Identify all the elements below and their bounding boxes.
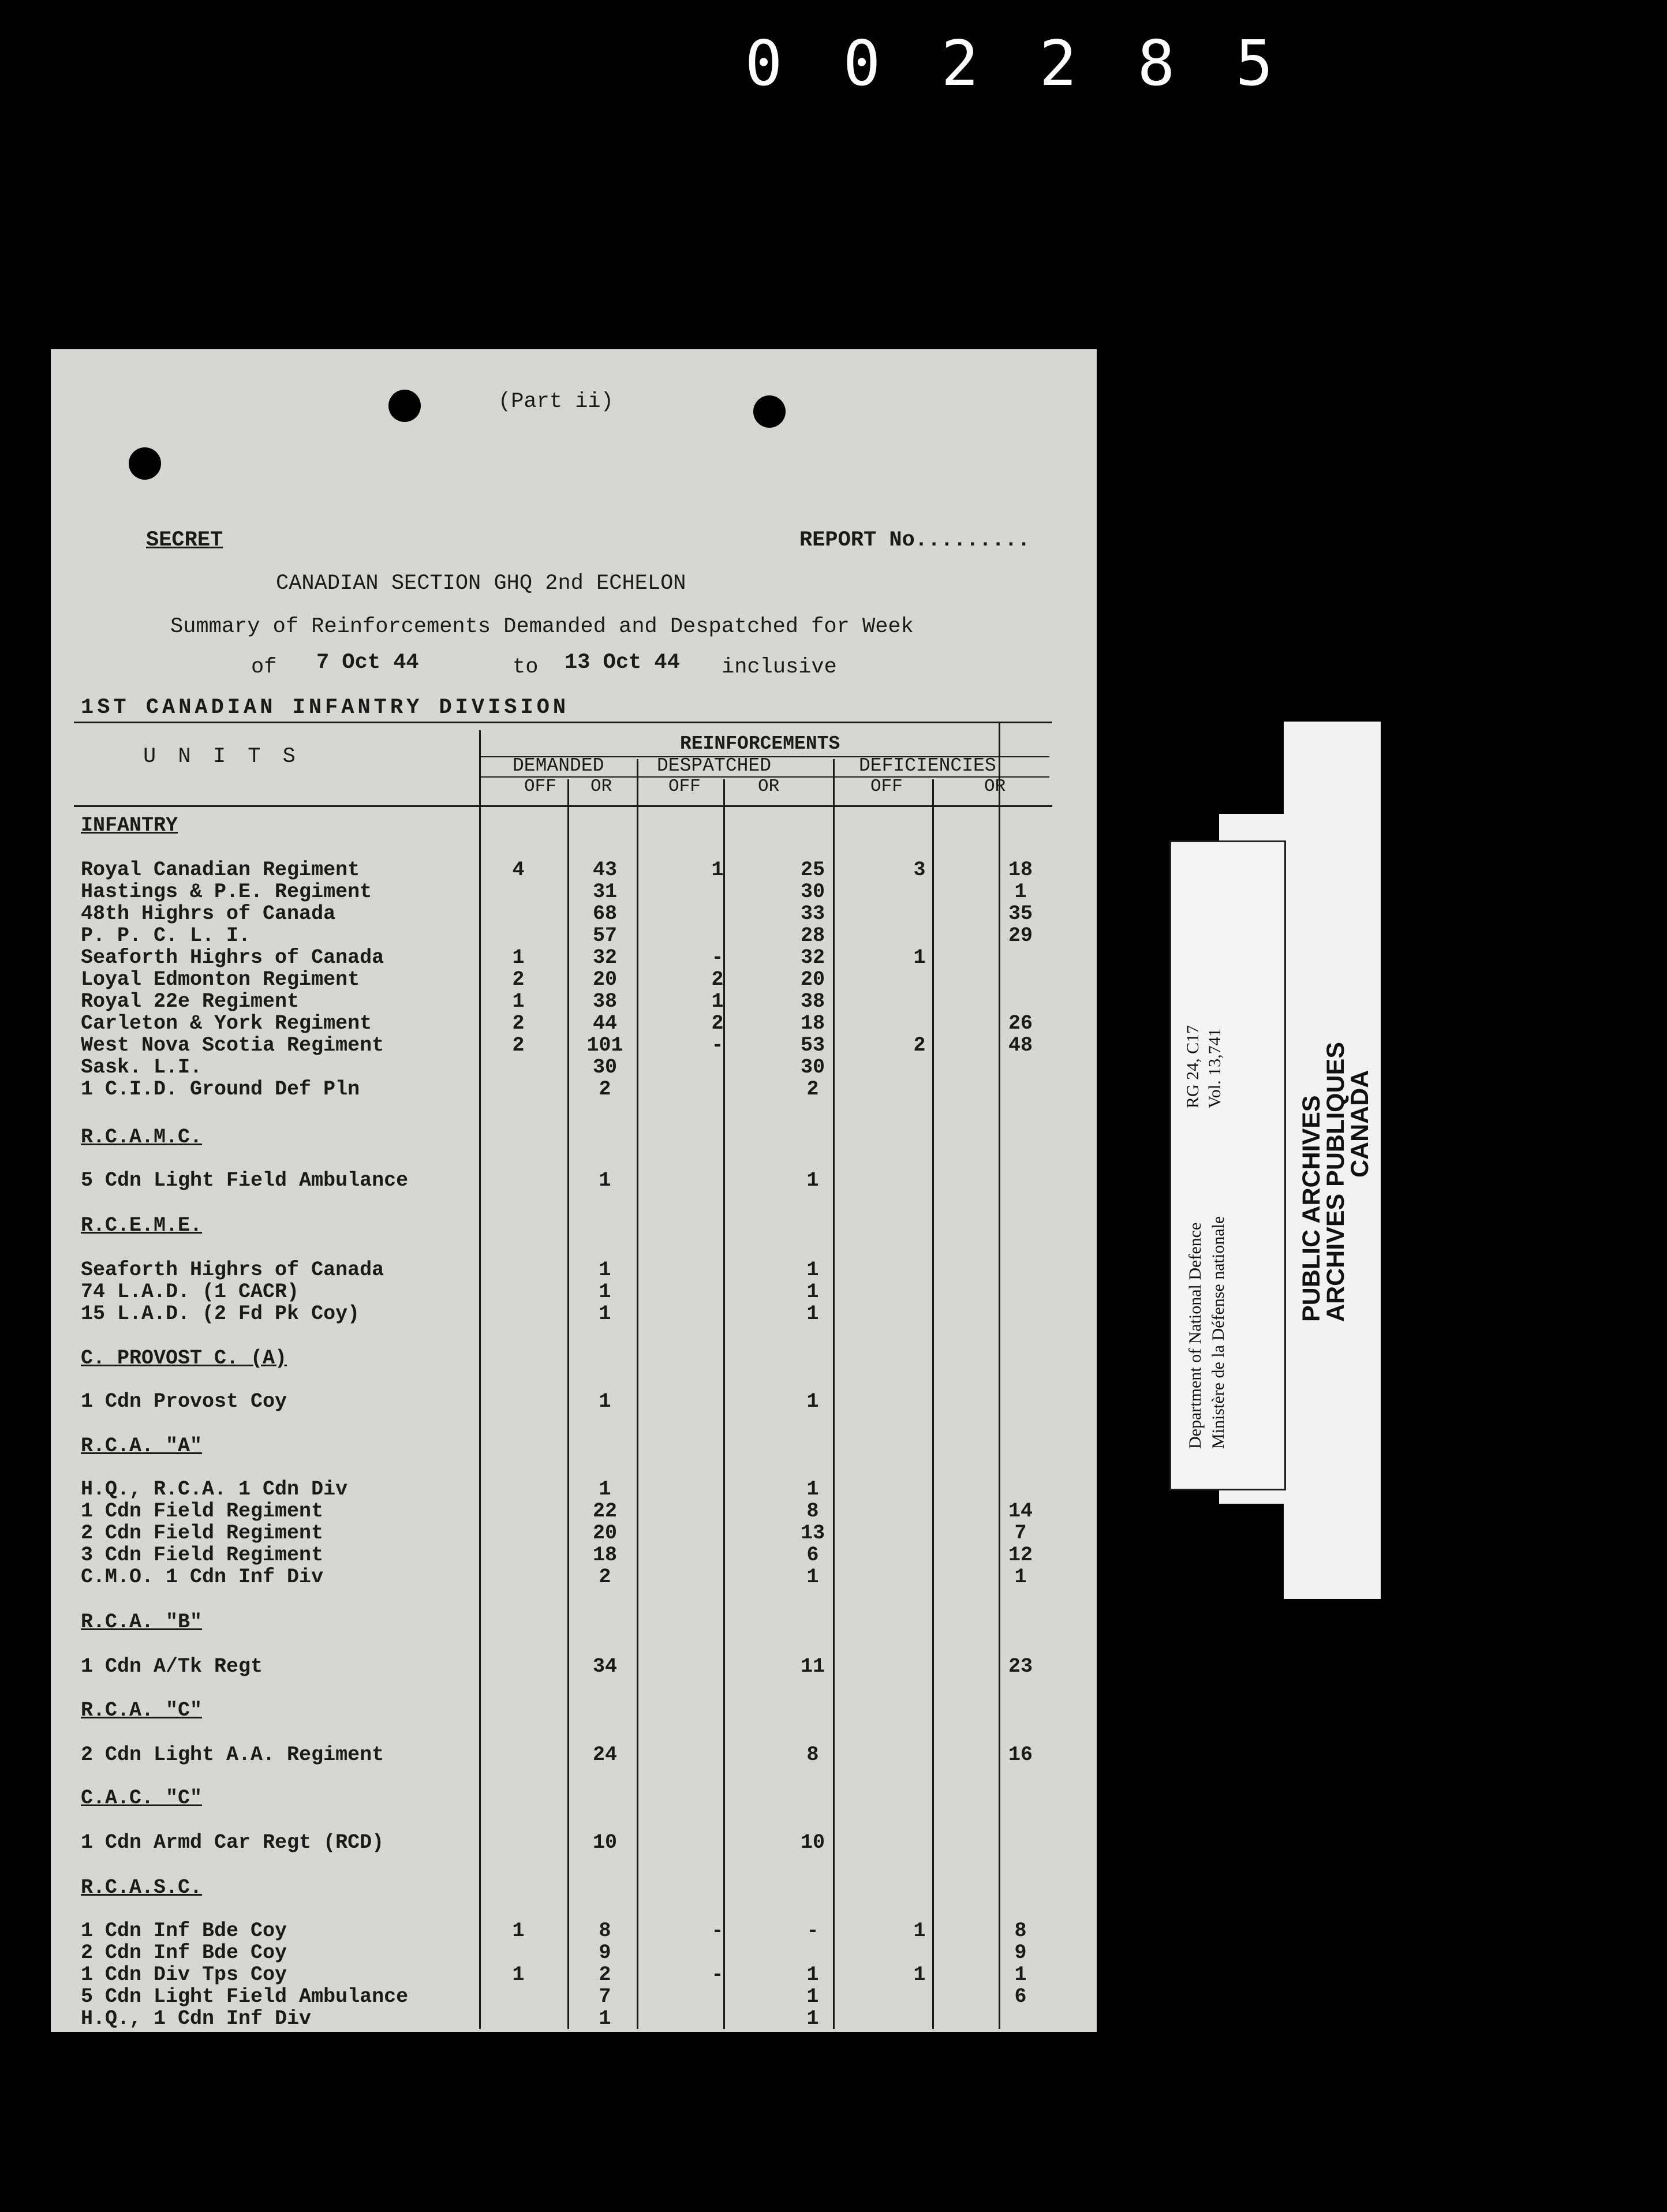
section-heading: R.C.E.M.E. [81,1214,203,1237]
unit-name: H.Q., R.C.A. 1 Cdn Div [81,1478,348,1501]
demanded-or: 10 [592,1831,617,1854]
demanded-off: 1 [512,946,525,969]
demanded-or: 43 [592,858,617,881]
despatched-or: 1 [806,1280,819,1303]
deficiencies-off: 3 [913,858,926,881]
table-row [51,1500,1097,1523]
despatched-or: 33 [800,902,825,925]
despatched-or: 6 [806,1544,819,1567]
deficiencies-or: 7 [1014,1522,1027,1545]
archive-ref-line2: Vol. 13,741 [1205,1028,1224,1108]
despatched-or: 18 [800,1012,825,1035]
deficiencies-or: 6 [1014,1985,1027,2008]
demanded-or: 1 [599,1390,611,1413]
table-row [51,858,1097,881]
despatched-or: 32 [800,946,825,969]
deficiencies-or: 23 [1008,1655,1033,1678]
frame-digit: 0 [745,27,785,100]
frame-digit: 2 [941,27,981,100]
despatched-or: 28 [800,924,825,947]
deficiencies-or: 1 [1014,1565,1027,1589]
unit-name: 5 Cdn Light Field Ambulance [81,1169,409,1192]
despatched-or: 1 [806,1565,819,1589]
despatched-or: 20 [800,968,825,991]
unit-name: Sask. L.I. [81,1056,203,1079]
unit-name: Royal Canadian Regiment [81,858,360,881]
despatched-or: 10 [800,1831,825,1854]
label-notch [1219,722,1284,814]
despatched-or: 8 [806,1743,819,1766]
despatched-off: 2 [711,968,724,991]
despatched-off: - [711,1963,724,1986]
demanded-off: 4 [512,858,525,881]
deficiencies-off: 2 [913,1034,926,1057]
table-row [51,1078,1097,1101]
unit-name: 5 Cdn Light Field Ambulance [81,1985,409,2008]
section-heading: R.C.A.S.C. [81,1876,203,1899]
despatched-or: 1 [806,1258,819,1281]
table-row [51,1478,1097,1501]
or-header: OR [590,776,612,797]
off-header: OFF [668,776,701,797]
unit-name: West Nova Scotia Regiment [81,1034,384,1057]
deficiencies-or: 12 [1008,1544,1033,1567]
deficiencies-or: 26 [1008,1012,1033,1035]
section-heading: R.C.A. "A" [81,1434,203,1458]
demanded-off: 1 [512,990,525,1013]
deficiencies-or: 14 [1008,1500,1033,1523]
demanded-or: 1 [599,1280,611,1303]
table-row [51,1258,1097,1281]
despatched-off: - [711,946,724,969]
deficiencies-or: 18 [1008,858,1033,881]
archive-country: CANADA [1346,1070,1374,1178]
period-to: to [513,655,539,679]
table-row [51,1831,1097,1854]
table-row [51,2007,1097,2030]
demanded-off: 2 [512,968,525,991]
deficiencies-or: 1 [1014,1963,1027,1986]
unit-name: 2 Cdn Light A.A. Regiment [81,1743,384,1766]
table-row [51,1985,1097,2008]
deficiencies-or: 1 [1014,880,1027,903]
despatched-or: 53 [800,1034,825,1057]
section-heading: R.C.A. "C" [81,1699,203,1722]
deficiencies-or: 8 [1014,1919,1027,1942]
despatched-or: 30 [800,1056,825,1079]
table-row [51,946,1097,969]
despatched-or: 1 [806,1169,819,1192]
demanded-or: 44 [592,1012,617,1035]
despatched-or: 25 [800,858,825,881]
unit-name: 1 Cdn Provost Coy [81,1390,287,1413]
demanded-or: 1 [599,1258,611,1281]
units-header: U N I T S [143,745,300,769]
table-row [51,1522,1097,1545]
unit-name: 3 Cdn Field Regiment [81,1544,324,1567]
unit-name: Carleton & York Regiment [81,1012,372,1035]
frame-digit: 2 [1039,27,1079,100]
table-row [51,1280,1097,1303]
demanded-or: 2 [599,1963,611,1986]
unit-name: Hastings & P.E. Regiment [81,880,372,903]
table-row [51,1012,1097,1035]
department-en: Department of National Defence [1186,1222,1205,1449]
despatched-off: 1 [711,858,724,881]
period-until-date: 13 Oct 44 [565,651,680,675]
off-header: OFF [870,776,903,797]
unit-name: 2 Cdn Field Regiment [81,1522,324,1545]
demanded-or: 24 [592,1743,617,1766]
reinforcements-header: REINFORCEMENTS [680,733,840,754]
unit-name: Royal 22e Regiment [81,990,300,1013]
demanded-or: 57 [592,924,617,947]
despatched-or: 1 [806,1390,819,1413]
deficiencies-or: 9 [1014,1941,1027,1964]
unit-name: Loyal Edmonton Regiment [81,968,360,991]
demanded-or: 18 [592,1544,617,1567]
unit-name: 1 Cdn Armd Car Regt (RCD) [81,1831,384,1854]
document-page [51,349,1097,2032]
unit-name: 48th Highrs of Canada [81,902,336,925]
despatched-or: 1 [806,2007,819,2030]
demanded-or: 20 [592,1522,617,1545]
table-row [51,1963,1097,1986]
frame-digit: 8 [1137,27,1178,100]
department-fr: Ministère de la Défense nationale [1209,1216,1228,1449]
table-row [51,1034,1097,1057]
section-heading: INFANTRY [81,814,178,837]
despatched-or: 30 [800,880,825,903]
table-header-rule [74,805,1052,807]
despatched-off: 1 [711,990,724,1013]
unit-name: 2 Cdn Inf Bde Coy [81,1941,287,1964]
demanded-or: 1 [599,1302,611,1325]
unit-name: C.M.O. 1 Cdn Inf Div [81,1565,324,1589]
table-row [51,1544,1097,1567]
report-number: REPORT No......... [799,528,1030,552]
off-header: OFF [524,776,556,797]
unit-name: 74 L.A.D. (1 CACR) [81,1280,300,1303]
table-row [51,1390,1097,1413]
demanded-or: 2 [599,1565,611,1589]
demanded-or: 7 [599,1985,611,2008]
deficiencies-off: 1 [913,946,926,969]
table-row [51,990,1097,1013]
despatched-off: - [711,1919,724,1942]
despatched-or: 8 [806,1500,819,1523]
deficiencies-or: 35 [1008,902,1033,925]
despatched-or: 13 [800,1522,825,1545]
period-of: of [251,655,277,679]
unit-name: 1 Cdn Field Regiment [81,1500,324,1523]
table-row [51,968,1097,991]
unit-name: 15 L.A.D. (2 Fd Pk Coy) [81,1302,360,1325]
demanded-or: 38 [592,990,617,1013]
demanded-off: 2 [512,1012,525,1035]
archive-name-fr: ARCHIVES PUBLIQUES [1322,1041,1350,1322]
punch-hole [753,395,786,428]
demanded-off: 2 [512,1034,525,1057]
table-row [51,1655,1097,1678]
demanded-or: 8 [599,1919,611,1942]
demanded-or: 32 [592,946,617,969]
demanded-or: 1 [599,1169,611,1192]
unit-name: Seaforth Highrs of Canada [81,1258,384,1281]
despatched-or: - [806,1919,819,1942]
despatched-header: DESPATCHED [657,755,772,776]
unit-name: H.Q., 1 Cdn Inf Div [81,2007,312,2030]
demanded-or: 2 [599,1078,611,1101]
unit-name: 1 Cdn Inf Bde Coy [81,1919,287,1942]
organization-title: CANADIAN SECTION GHQ 2nd ECHELON [276,571,686,596]
punch-hole [388,390,421,422]
unit-name: P. P. C. L. I. [81,924,251,947]
summary-title: Summary of Reinforcements Demanded and Despatched for Week [170,615,914,639]
section-heading: R.C.A. "B" [81,1611,203,1634]
demanded-off: 1 [512,1919,525,1942]
despatched-off: - [711,1034,724,1057]
demanded-or: 1 [599,1478,611,1501]
despatched-or: 1 [806,1302,819,1325]
table-row [51,1169,1097,1192]
demanded-or: 22 [592,1500,617,1523]
despatched-or: 2 [806,1078,819,1101]
deficiencies-or: 48 [1008,1034,1033,1057]
demanded-or: 30 [592,1056,617,1079]
unit-name: Seaforth Highrs of Canada [81,946,384,969]
deficiencies-or: 29 [1008,924,1033,947]
table-row [51,902,1097,925]
period-inclusive: inclusive [722,655,837,679]
table-row [51,1302,1097,1325]
unit-name: 1 Cdn A/Tk Regt [81,1655,263,1678]
section-heading: R.C.A.M.C. [81,1126,203,1149]
table-row [51,1743,1097,1766]
classification-label: SECRET [146,528,223,552]
demanded-or: 1 [599,2007,611,2030]
part-label: (Part ii) [498,390,614,414]
or-header: OR [758,776,780,797]
unit-name: 1 Cdn Div Tps Coy [81,1963,287,1986]
demanded-off: 1 [512,1963,525,1986]
frame-digit: 0 [843,27,883,100]
demanded-header: DEMANDED [513,755,604,776]
demanded-or: 68 [592,902,617,925]
demanded-or: 20 [592,968,617,991]
despatched-or: 11 [800,1655,825,1678]
demanded-or: 9 [599,1941,611,1964]
table-row [51,1056,1097,1079]
table-row [51,924,1097,947]
despatched-off: 2 [711,1012,724,1035]
division-title: 1ST CANADIAN INFANTRY DIVISION [81,696,570,720]
despatched-or: 38 [800,990,825,1013]
demanded-or: 101 [586,1034,623,1057]
table-row [51,1565,1097,1589]
demanded-or: 34 [592,1655,617,1678]
table-row [51,880,1097,903]
section-heading: C. PROVOST C. (A) [81,1347,287,1370]
archive-name-en: PUBLIC ARCHIVES [1298,1095,1325,1322]
label-notch [1219,1504,1284,1602]
unit-name: 1 C.I.D. Ground Def Pln [81,1078,360,1101]
despatched-or: 1 [806,1985,819,2008]
period-from-date: 7 Oct 44 [316,651,419,675]
punch-hole [129,447,161,480]
deficiencies-or: 16 [1008,1743,1033,1766]
table-row [51,1941,1097,1964]
frame-digit: 5 [1235,27,1276,100]
demanded-or: 31 [592,880,617,903]
or-header: OR [984,776,1006,797]
archive-ref-line1: RG 24, C17 [1183,1025,1202,1108]
deficiencies-off: 1 [913,1963,926,1986]
section-heading: C.A.C. "C" [81,1787,203,1810]
despatched-or: 1 [806,1478,819,1501]
frame-number [733,29,1287,98]
despatched-or: 1 [806,1963,819,1986]
deficiencies-header: DEFICIENCIES [859,755,996,776]
deficiencies-off: 1 [913,1919,926,1942]
table-top-rule [74,722,1052,723]
table-row [51,1919,1097,1942]
